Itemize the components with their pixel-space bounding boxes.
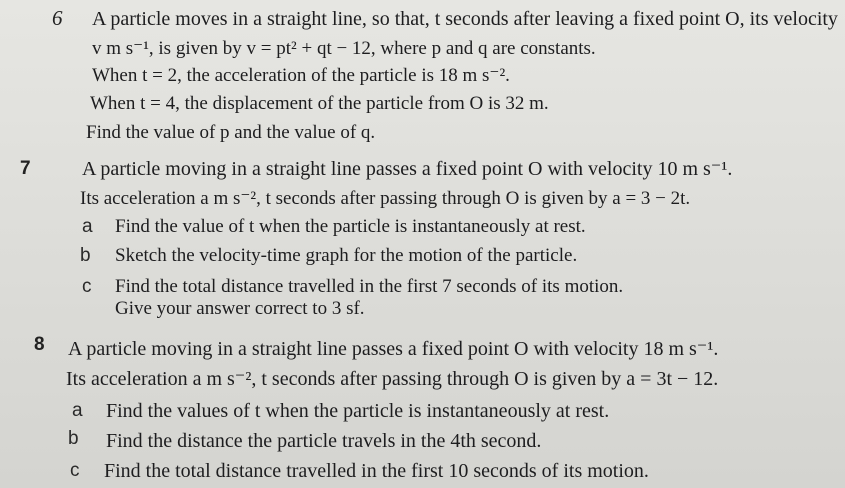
question-6-number: 6 xyxy=(52,6,63,30)
question-7-part-b-label: b xyxy=(80,245,91,266)
question-8-line-1: A particle moving in a straight line passes a fixed point O with velocity 18 m s⁻¹. xyxy=(68,338,719,360)
question-6-line-2: v m s⁻¹, is given by v = pt² + qt − 12, where p and q are constants. xyxy=(92,38,596,59)
question-7-line-2: Its acceleration a m s⁻², t seconds after passing through O is given by a = 3 − 2t. xyxy=(80,188,691,209)
question-7-line-1: A particle moving in a straight line passes a fixed point O with velocity 10 m s⁻¹. xyxy=(82,158,733,180)
question-7-part-c-label: c xyxy=(82,276,92,297)
question-8-line-2: Its acceleration a m s⁻², t seconds after passing through O is given by a = 3t − 12. xyxy=(66,368,719,390)
question-6-line-4: When t = 4, the displacement of the particle from O is 32 m. xyxy=(90,93,549,114)
question-8-part-a-text: Find the values of t when the particle is instantaneously at rest. xyxy=(106,400,610,422)
question-6-line-5: Find the value of p and the value of q. xyxy=(86,122,376,143)
question-7-part-c-text-2: Give your answer correct to 3 sf. xyxy=(115,298,365,319)
question-6-line-3: When t = 2, the acceleration of the particle is 18 m s⁻². xyxy=(92,65,510,86)
question-7-part-a-text: Find the value of t when the particle is instantaneously at rest. xyxy=(115,216,586,237)
question-8-part-c-text: Find the total distance travelled in the first 10 seconds of its motion. xyxy=(104,460,649,482)
question-7-part-c-text-1: Find the total distance travelled in the first 7 seconds of its motion. xyxy=(115,276,624,297)
question-8-part-b-text: Find the distance the particle travels in the 4th second. xyxy=(106,430,542,452)
question-8-part-c-label: c xyxy=(70,460,80,481)
question-7-part-b-text: Sketch the velocity-time graph for the motion of the particle. xyxy=(115,245,578,266)
question-8-number: 8 xyxy=(34,334,45,355)
question-7-part-a-label: a xyxy=(82,216,93,237)
question-6-line-1: A particle moves in a straight line, so that, t seconds after leaving a fixed point O, its velocity xyxy=(92,8,838,30)
question-8-part-b-label: b xyxy=(68,428,79,449)
question-7-number: 7 xyxy=(20,158,31,179)
question-8-part-a-label: a xyxy=(72,400,83,421)
